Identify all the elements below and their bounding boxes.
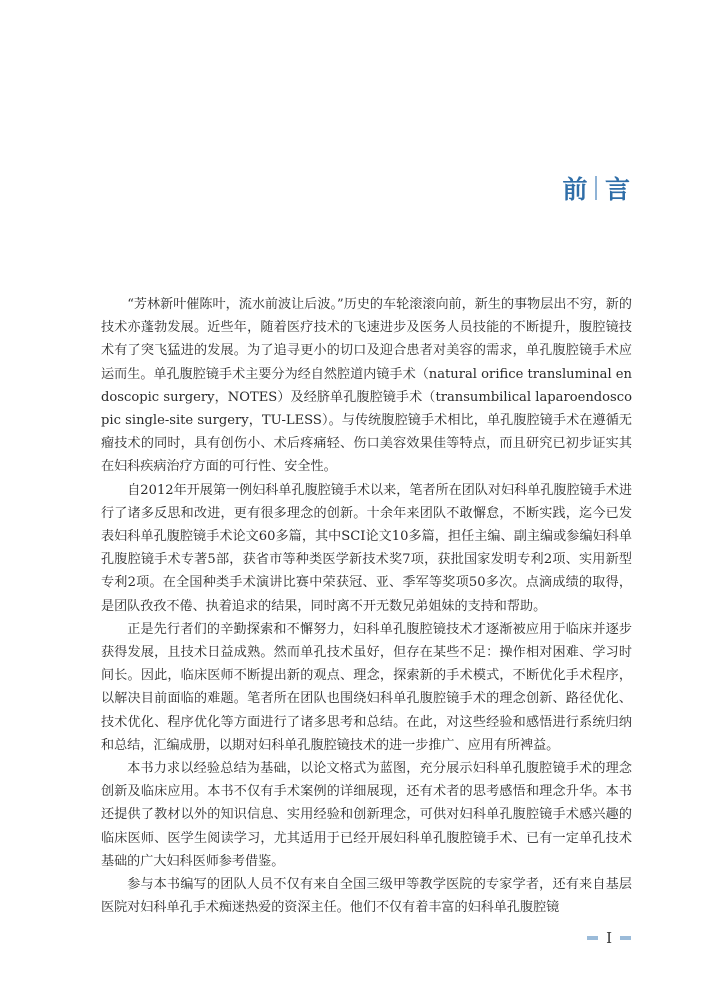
footer-dash-left [587, 936, 598, 940]
paragraph-5: 参与本书编写的团队人员不仅有来自全国三级甲等教学医院的专家学者，还有来自基层医院对妇科单孔手术痴迷热爱的资深主任。他们不仅有着丰富的妇科单孔腹腔镜 [101, 877, 632, 916]
paragraph-3: 正是先行者们的辛勤探索和不懈努力，妇科单孔腹腔镜技术才逐渐被应用于临床并逐步获得发展，且技术日益成熟。然而单孔技术虽好，但存在某些不足：操作相对困难、学习时间长。因此，临床医师不断提出新的观点、理念，探索新的手术模式，不断优化手术程序，以解决目前面临的难题。笔者所在团队也围绕妇科单孔腹腔镜手术的理念创新、路径优化、技术优化、程序优化等方面进行了诸多思考和总结。在此，对这些经验和感悟进行系统归纳和总结，汇编成册，以期对妇科单孔腹腔镜技术的进一步推广、应用有所裨益。 [101, 621, 632, 753]
page-title [562, 170, 630, 206]
paragraph-1: “芳林新叶催陈叶，流水前波让后波。”历史的车轮滚滚向前，新生的事物层出不穷，新的技术亦蓬勃发展。近些年，随着医疗技术的飞速进步及医务人员技能的不断提升，腹腔镜技术有了突飞猛进的发展。为了追寻更小的切口及迎合患者对美容的需求，单孔腹腔镜手术应运而生。单孔腹腔镜手术主要分为经自然腔道内镜手术（natural orifice transluminal endoscopic surgery，NOTES）及经脐单孔腹腔镜手术（transumbilical laparoendoscopic single-site surgery，TU-LESS）。与传统腹腔镜手术相比，单孔腹腔镜手术在遵循无瘤技术的同时，具有创伤小、术后疼痛轻、伤口美容效果佳等特点，而且研究已初步证实其在妇科疾病治疗方面的可行性、安全性。 [101, 297, 632, 475]
paragraph-4: 本书力求以经验总结为基础，以论文格式为蓝图，充分展示妇科单孔腹腔镜手术的理念创新及临床应用。本书不仅有手术案例的详细展现，还有术者的思考感悟和理念升华。本书还提供了教材以外的知识信息、实用经验和创新理念，可供对妇科单孔腹腔镜手术感兴趣的临床医师、医学生阅读学习，尤其适用于已经开展妇科单孔腹腔镜手术、已有一定单孔技术基础的广大妇科医师参考借鉴。 [101, 761, 632, 869]
footer-dash-right [620, 936, 631, 940]
paragraph-2: 自2012年开展第一例妇科单孔腹腔镜手术以来，笔者所在团队对妇科单孔腹腔镜手术进行了诸多反思和改进，更有很多理念的创新。十余年来团队不敢懈怠，不断实践，迄今已发表妇科单孔腹腔镜手术论文60多篇，其中SCI论文10多篇，担任主编、副主编或参编妇科单孔腹腔镜手术专著5部，获省市等种类医学新技术奖7项，获批国家发明专利2项、实用新型专利2项。在全国种类手术演讲比赛中荣获冠、亚、季军等奖项50多次。点滴成绩的取得，是团队孜孜不倦、执着追求的结果，同时离不开无数兄弟姐妹的支持和帮助。 [101, 482, 632, 614]
title-divider [595, 176, 597, 200]
page-number: I [606, 929, 612, 947]
title-char-left: 前 [562, 175, 588, 204]
title-char-right: 言 [604, 175, 630, 204]
preface-body [101, 293, 632, 919]
page-footer [587, 929, 631, 947]
